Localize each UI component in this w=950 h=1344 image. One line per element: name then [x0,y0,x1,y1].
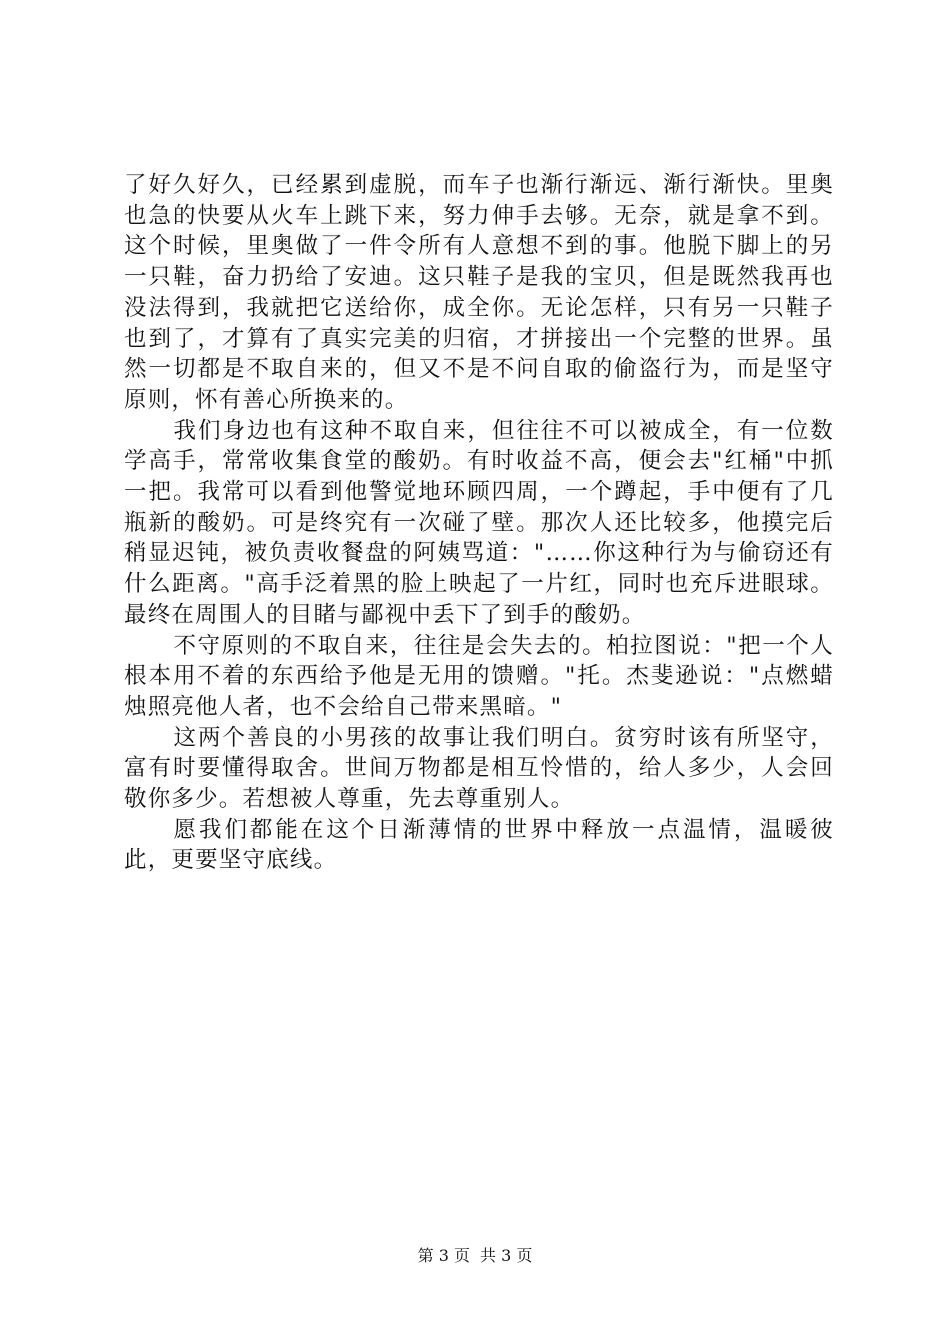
paragraph: 不守原则的不取自来，往往是会失去的。柏拉图说："把一个人根本用不着的东西给予他是无用的馈赠。"托。杰斐逊说："点燃蜡烛照亮他人者，也不会给自己带来黑暗。" [124,632,834,720]
paragraph: 我们身边也有这种不取自来，但往往不可以被成全，有一位数学高手，常常收集食堂的酸奶。有时收益不高，便会去"红桶"中抓一把。我常可以看到他警觉地环顾四周，一个蹲起，手中便有了几瓶新的酸奶。可是终究有一次碰了壁。那次人还比较多，他摸完后稍显迟钝，被负责收餐盘的阿姨骂道："……你这种行为与偷窃还有什么距离。"高手泛着黑的脸上映起了一片红，同时也充斥进眼球。最终在周围人的目睹与鄙视中丢下了到手的酸奶。 [124,417,834,628]
paragraph: 了好久好久，已经累到虚脱，而车子也渐行渐远、渐行渐快。里奥也急的快要从火车上跳下来，努力伸手去够。无奈，就是拿不到。这个时候，里奥做了一件令所有人意想不到的事。他脱下脚上的另一只鞋，奋力扔给了安迪。这只鞋子是我的宝贝，但是既然我再也没法得到，我就把它送给你，成全你。无论怎样，只有另一只鞋子也到了，才算有了真实完美的归宿，才拼接出一个完整的世界。虽然一切都是不取自来的，但又不是不问自取的偷盗行为，而是坚守原则，怀有善心所换来的。 [124,172,834,413]
paragraph: 这两个善良的小男孩的故事让我们明白。贫穷时该有所坚守，富有时要懂得取舍。世间万物都是相互怜惜的，给人多少，人会回敬你多少。若想被人尊重，先去尊重别人。 [124,724,834,813]
page-number: 第 3 页 [417,1246,470,1265]
page-footer [0,1246,950,1266]
document-body [124,170,834,876]
paragraph: 愿我们都能在这个日渐薄情的世界中释放一点温情，温暖彼此，更要坚守底线。 [124,816,834,874]
page-total: 共 3 页 [480,1246,533,1265]
